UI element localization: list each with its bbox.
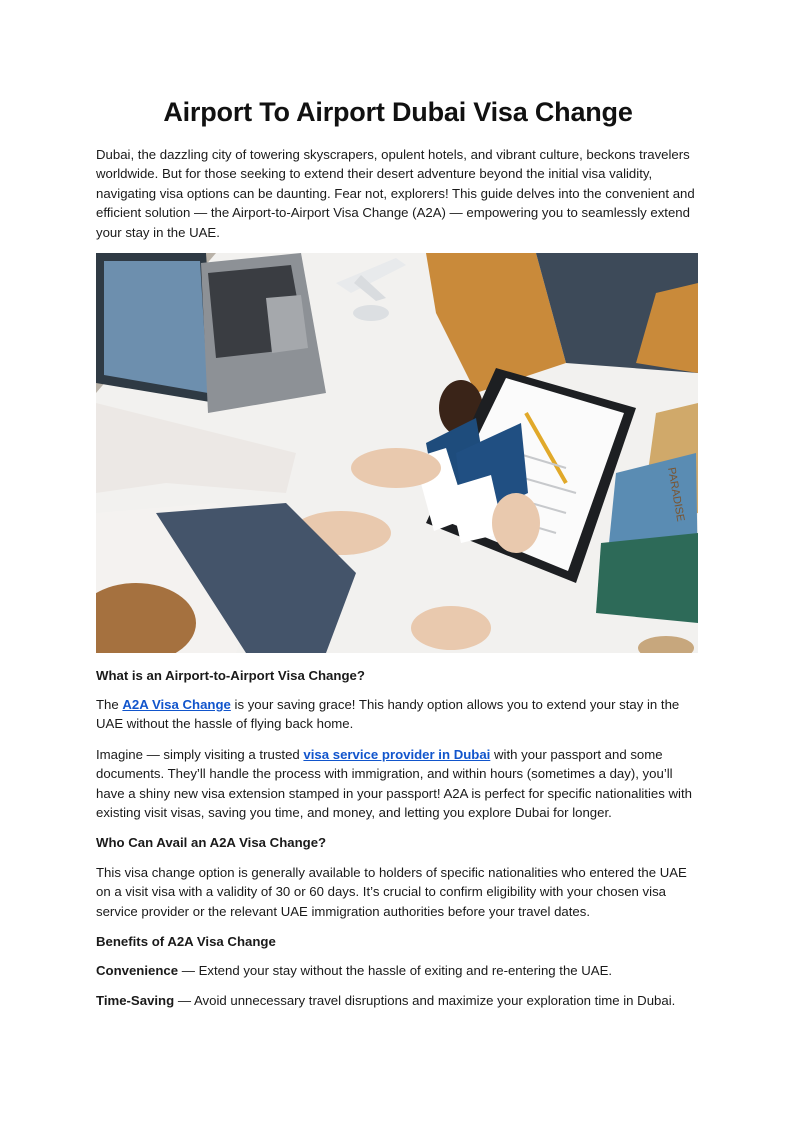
a2a-visa-change-link[interactable]: A2A Visa Change xyxy=(122,697,231,712)
visa-service-provider-link[interactable]: visa service provider in Dubai xyxy=(303,747,491,762)
section-who-paragraph: This visa change option is generally available to holders of specific nationalities who entered the UAE on a visit visa with a validity of 30 or 60 days. It’s crucial to confirm eligibility with your chosen visa service provider or the relevant UAE immigration authorities before your travel dates. xyxy=(96,865,687,919)
text-span: with your passport and some documents. They’ll handle the process with immigration, and within hours (sometimes a day), you’ll have a shiny new visa extension stamped in your passport! A2A is perfect for specific nationalities with existing visit visas, saving you time, and money, and letting you explore Dubai for longer. xyxy=(96,747,692,821)
benefit-text: — Extend your stay without the hassle of exiting and re-entering the UAE. xyxy=(178,963,613,978)
section-who-heading: Who Can Avail an A2A Visa Change? xyxy=(96,835,327,850)
text-span: Imagine — simply visiting a trusted xyxy=(96,747,304,762)
benefit-item xyxy=(96,991,700,1010)
page-title: Airport To Airport Dubai Visa Change xyxy=(163,97,633,127)
hero-photo xyxy=(96,253,698,653)
benefit-label: Convenience xyxy=(96,963,179,978)
benefit-label: Time-Saving xyxy=(96,993,175,1008)
intro-paragraph: Dubai, the dazzling city of towering skyscrapers, opulent hotels, and vibrant culture, beckons travelers worldwide. But for those seeking to extend their desert adventure beyond the initial visa validity, navigating visa options can be daunting. Fear not, explorers! This guide delves into the convenient and efficient solution — the Airport-to-Airport Visa Change (A2A) — empowering you to seamlessly extend your stay in the UAE. xyxy=(96,147,695,240)
text-span: The xyxy=(96,697,123,712)
benefit-item xyxy=(96,961,700,980)
text-span: is your saving grace! This handy option allows you to extend your stay in the UAE without the hassle of flying back home. xyxy=(96,697,680,732)
photo-illustration xyxy=(96,253,698,653)
section-what-heading: What is an Airport-to-Airport Visa Change? xyxy=(96,668,365,683)
section-what-paragraph-2 xyxy=(96,745,700,823)
section-benefits-heading: Benefits of A2A Visa Change xyxy=(96,934,276,949)
postcard-sign-text: PARADISE xyxy=(665,466,687,523)
benefit-text: — Avoid unnecessary travel disruptions and maximize your exploration time in Dubai. xyxy=(174,993,676,1008)
section-what-paragraph-1 xyxy=(96,695,700,734)
